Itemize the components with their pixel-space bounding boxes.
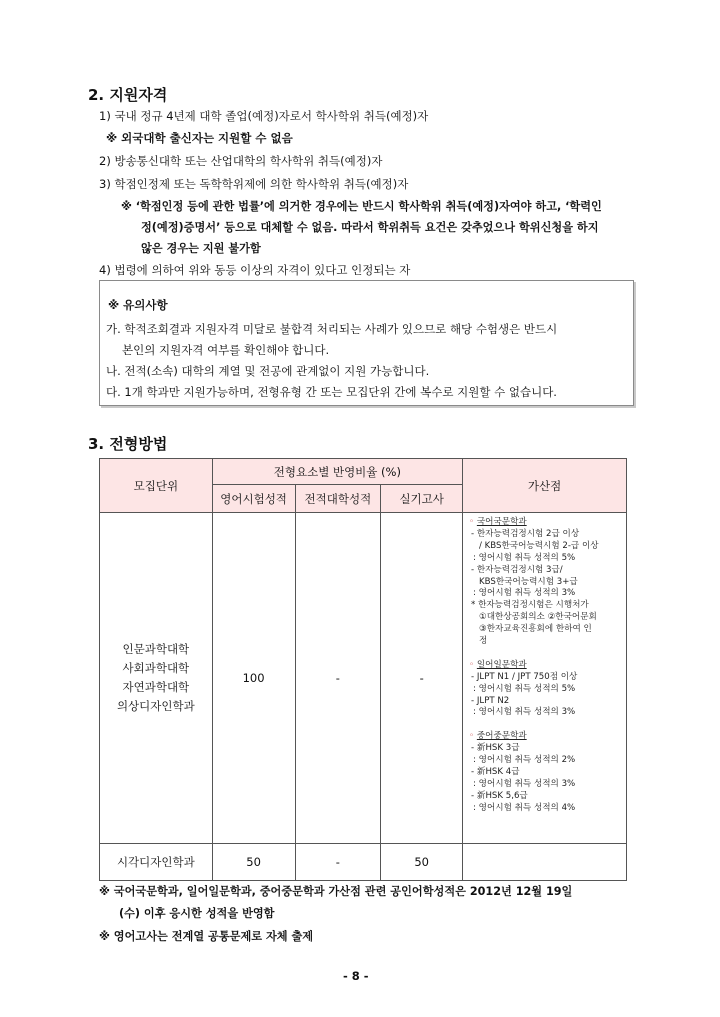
bonus-line: - 한자능력검정시험 2급 이상: [471, 528, 580, 539]
notice-box: [99, 280, 634, 406]
qualification-item-3: 3) 학점인정제 또는 독학학위제에 의한 학사학위 취득(예정)자: [99, 177, 409, 191]
notice-title: ※ 유의사항: [108, 298, 168, 312]
qualification-item-1: 1) 국내 정규 4년제 대학 졸업(예정)자로서 학사학위 취득(예정)자: [99, 109, 429, 123]
section-2-heading: 2. 지원자격: [88, 86, 168, 104]
transcript-ratio-cell: -: [295, 513, 381, 844]
bonus-japanese-title: ◦ 일어일문학과: [469, 659, 527, 670]
header-ratio: 전형요소별 반영비율 (%): [212, 459, 462, 485]
footnote-1-line-1: ※ 국어국문학과, 일어일문학과, 중어중문학과 가산점 관련 공인어학성적은 2012년 12월 19일: [99, 885, 573, 898]
notice-item-ga-line-1: 가. 학적조회결과 지원자격 미달로 불합격 처리되는 사례가 있으므로 해당 수험생은 반드시: [106, 322, 558, 336]
bonus-line: : 영어시험 취득 성적의 5%: [473, 552, 576, 563]
qualification-note-3-line-1: ※ ‘학점인정 등에 관한 법률’에 의거한 경우에는 반드시 학사학위 취득(예정)자여야 하고, ‘학력인: [121, 200, 602, 213]
selection-method-table: [99, 458, 627, 881]
bonus-line: : 영어시험 취득 성적의 4%: [473, 802, 576, 813]
bonus-points-cell: [463, 513, 627, 844]
notice-item-da: 다. 1개 학과만 지원가능하며, 전형유형 간 또는 모집단위 간에 복수로 지원할 수 없습니다.: [106, 385, 557, 399]
bonus-line: : 영어시험 취득 성적의 3%: [473, 707, 576, 718]
english-ratio-cell: 50: [212, 844, 295, 881]
bonus-chinese-title: ◦ 중어중문학과: [469, 731, 527, 742]
notice-item-ga-line-2: 본인의 지원자격 여부를 확인해야 합니다.: [122, 343, 330, 357]
bonus-line: - 新HSK 5,6급: [471, 790, 528, 801]
header-transcript-score: 전적대학성적: [295, 485, 381, 513]
section-3-heading: 3. 전형방법: [88, 435, 168, 453]
bonus-korean-title: ◦ 국어국문학과: [469, 517, 527, 527]
bonus-line: 정: [479, 636, 488, 647]
bonus-line: - 新HSK 3급: [471, 743, 520, 754]
header-bonus: 가산점: [463, 459, 627, 513]
english-ratio-cell: 100: [212, 513, 295, 844]
footnote-1-line-2: (수) 이후 응시한 성적을 반영함: [119, 907, 275, 920]
table-row: [100, 513, 627, 844]
header-english-score: 영어시험성적: [212, 485, 295, 513]
practical-ratio-cell: 50: [381, 844, 463, 881]
page-number: - 8 -: [343, 969, 369, 983]
bonus-line: ③한자교육진흥회에 한하여 인: [479, 624, 592, 635]
qualification-note-3-line-3: 않은 경우는 지원 불가함: [141, 242, 261, 255]
unit-name: 인문과학대학: [122, 642, 190, 656]
unit-cell-visual-design: 시각디자인학과: [100, 844, 213, 881]
bonus-line: ①대한상공회의소 ②한국어문회: [479, 612, 597, 623]
header-practical-exam: 실기고사: [381, 485, 463, 513]
bonus-line: : 영어시험 취득 성적의 3%: [473, 588, 576, 599]
table-row: [100, 844, 627, 881]
bonus-line: - JLPT N2: [471, 695, 510, 706]
unit-name: 사회과학대학: [122, 661, 190, 675]
bonus-line: : 영어시험 취득 성적의 2%: [473, 755, 576, 766]
qualification-item-2: 2) 방송통신대학 또는 산업대학의 학사학위 취득(예정)자: [99, 154, 383, 168]
notice-item-na: 나. 전적(소속) 대학의 계열 및 전공에 관계없이 지원 가능합니다.: [106, 364, 430, 378]
practical-ratio-cell: -: [381, 513, 463, 844]
bonus-line: : 영어시험 취득 성적의 3%: [473, 778, 576, 789]
transcript-ratio-cell: -: [295, 844, 381, 881]
bonus-line: - 新HSK 4급: [471, 767, 520, 777]
bonus-line: / KBS한국어능력시험 2-급 이상: [479, 540, 599, 551]
footnote-2: ※ 영어고사는 전계열 공통문제로 자체 출제: [99, 930, 314, 943]
bonus-line: KBS한국어능력시험 3+급: [479, 576, 578, 587]
bonus-line: - 한자능력검정시험 3급/: [471, 564, 563, 575]
bonus-line: * 한자능력검정시험은 시행처가: [471, 600, 589, 611]
bonus-points-cell-empty: [463, 844, 627, 881]
bonus-line: - JLPT N1 / JPT 750점 이상: [471, 671, 578, 682]
qualification-item-4: 4) 법령에 의하여 위와 동등 이상의 자격이 있다고 인정되는 자: [99, 263, 411, 277]
qualification-note-1: ※ 외국대학 출신자는 지원할 수 없음: [106, 131, 293, 145]
qualification-note-3-line-2: 정(예정)증명서’ 등으로 대체할 수 없음. 따라서 학위취득 요건은 갖추었으나 학위신청을 하지: [141, 221, 599, 234]
bonus-line: : 영어시험 취득 성적의 5%: [473, 683, 576, 694]
unit-name: 자연과학대학: [122, 680, 190, 694]
unit-name: 의상디자인학과: [116, 699, 195, 713]
unit-cell-humanities-group: [100, 513, 213, 844]
header-unit: 모집단위: [100, 459, 213, 513]
